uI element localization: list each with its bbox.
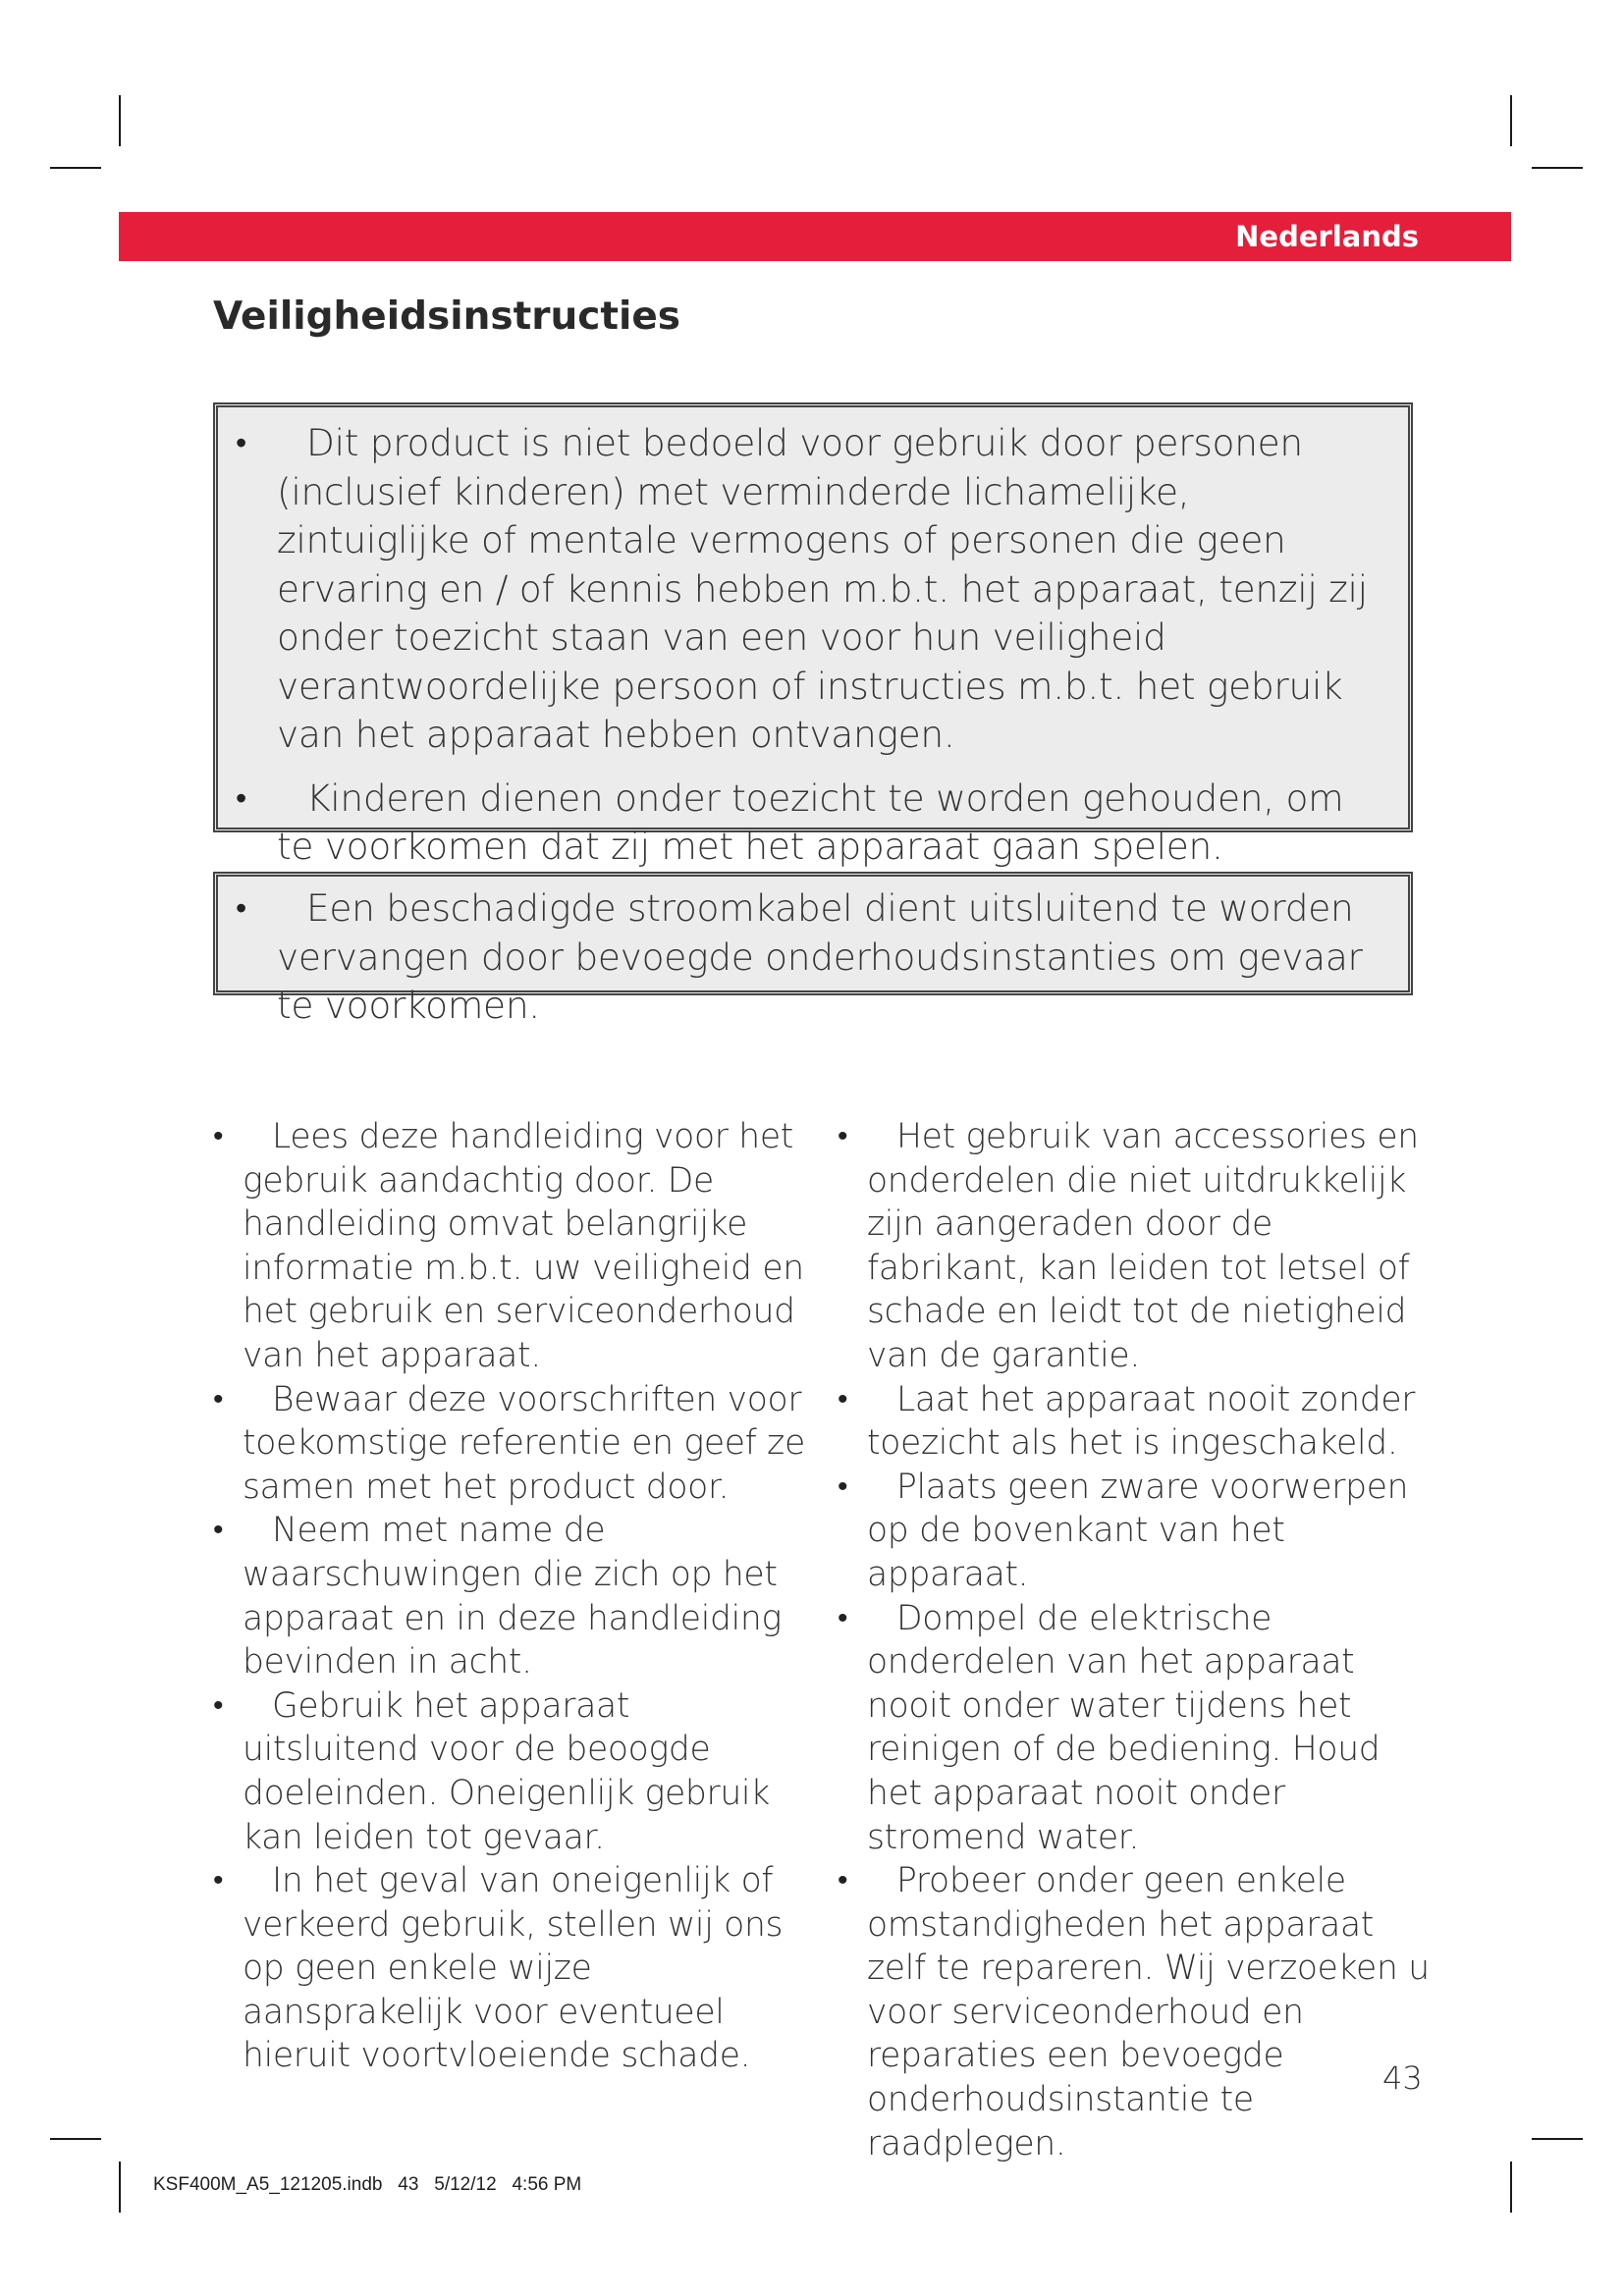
left-column xyxy=(213,1115,812,2078)
bullet-icon: • xyxy=(838,1600,848,1635)
right-column xyxy=(838,1115,1436,2165)
bullet-icon: • xyxy=(838,1119,848,1153)
list-item: • Bewaar deze voorschriften voor toekomstige referentie en geef ze samen met het product door. xyxy=(213,1379,805,1507)
warning-item: • Dit product is niet bedoeld voor gebruik door personen (inclusief kinderen) met verminderde lichamelijke, zintuiglijke of mentale vermogens of personen die geen ervaring en / of kennis hebben m.b.t. het apparaat, tenzij zij onder toezicht staan van een voor hun veiligheid verantwoordelijke persoon of instructies m.b.t. het gebruik van het apparaat hebben ontvangen. xyxy=(236,421,1368,756)
crop-mark xyxy=(119,2162,121,2213)
language-header-bar xyxy=(119,212,1511,261)
bullet-icon: • xyxy=(213,1863,224,1898)
bullet-icon: • xyxy=(213,1119,224,1153)
list-item: • Plaats geen zware voorwerpen op de bovenkant van het apparaat. xyxy=(838,1467,1409,1594)
crop-mark xyxy=(119,95,121,146)
bullet-icon: • xyxy=(236,424,246,461)
warning-item: • Een beschadigde stroomkabel dient uitsluitend te worden vervangen door bevoegde onderhoudsinstanties om gevaar te voorkomen. xyxy=(236,886,1363,1027)
crop-mark xyxy=(1510,2162,1512,2213)
bullet-icon: • xyxy=(213,1687,224,1723)
bullet-icon: • xyxy=(838,1863,848,1898)
language-label: Nederlands xyxy=(1235,220,1419,253)
section-title: Veiligheidsinstructies xyxy=(213,294,681,339)
list-item: • In het geval van oneigenlijk of verkeerd gebruik, stellen wij ons op geen enkele wijze aansprakelijk voor eventueel hieruit voortvloeiende schade. xyxy=(213,1861,784,2076)
warning-box-power-cable xyxy=(213,872,1413,1027)
bullet-icon: • xyxy=(236,889,246,927)
bullet-icon: • xyxy=(838,1381,848,1416)
bullet-icon: • xyxy=(236,778,246,817)
list-item: • Laat het apparaat nooit zonder toezicht als het is ingeschakeld. xyxy=(838,1379,1416,1464)
warning-box-children xyxy=(213,402,1413,868)
list-item: • Neem met name de waarschuwingen die zich op het apparaat en in deze handleiding bevinden in acht. xyxy=(213,1511,782,1682)
crop-mark xyxy=(1510,95,1512,146)
warning-item: • Kinderen dienen onder toezicht te worden gehouden, om te voorkomen dat zij met het apparaat gaan spelen. xyxy=(236,775,1344,868)
list-item: • Lees deze handleiding voor het gebruik aandachtig door. De handleiding omvat belangrijke informatie m.b.t. uw veiligheid en het gebruik en serviceonderhoud van het apparaat. xyxy=(213,1117,804,1375)
list-item: • Gebruik het apparaat uitsluitend voor de beoogde doeleinden. Oneigenlijk gebruik kan leiden tot gevaar. xyxy=(213,1685,770,1857)
print-slug: KSF400M_A5_121205.indb 43 5/12/12 4:56 PM xyxy=(153,2174,582,2195)
crop-mark xyxy=(50,167,101,169)
crop-mark xyxy=(1532,2138,1583,2140)
list-item: • Probeer onder geen enkele omstandigheden het apparaat zelf te repareren. Wij verzoeken u voor serviceonderhoud en reparaties een bevoegde onderhoudsinstantie te raadplegen. xyxy=(838,1861,1430,2163)
crop-mark xyxy=(50,2138,101,2140)
bullet-icon: • xyxy=(213,1513,224,1548)
page-number: 43 xyxy=(1382,2059,1423,2097)
bullet-icon: • xyxy=(213,1381,224,1416)
bullet-icon: • xyxy=(838,1468,848,1504)
list-item: • Het gebruik van accessories en onderdelen die niet uitdrukkelijk zijn aangeraden door de fabrikant, kan leiden tot letsel of schade en leidt tot de nietigheid van de garantie. xyxy=(838,1117,1419,1375)
list-item: • Dompel de elektrische onderdelen van het apparaat nooit onder water tijdens het reinigen of de bediening. Houd het apparaat nooit onder stromend water. xyxy=(838,1598,1380,1857)
crop-mark xyxy=(1532,167,1583,169)
